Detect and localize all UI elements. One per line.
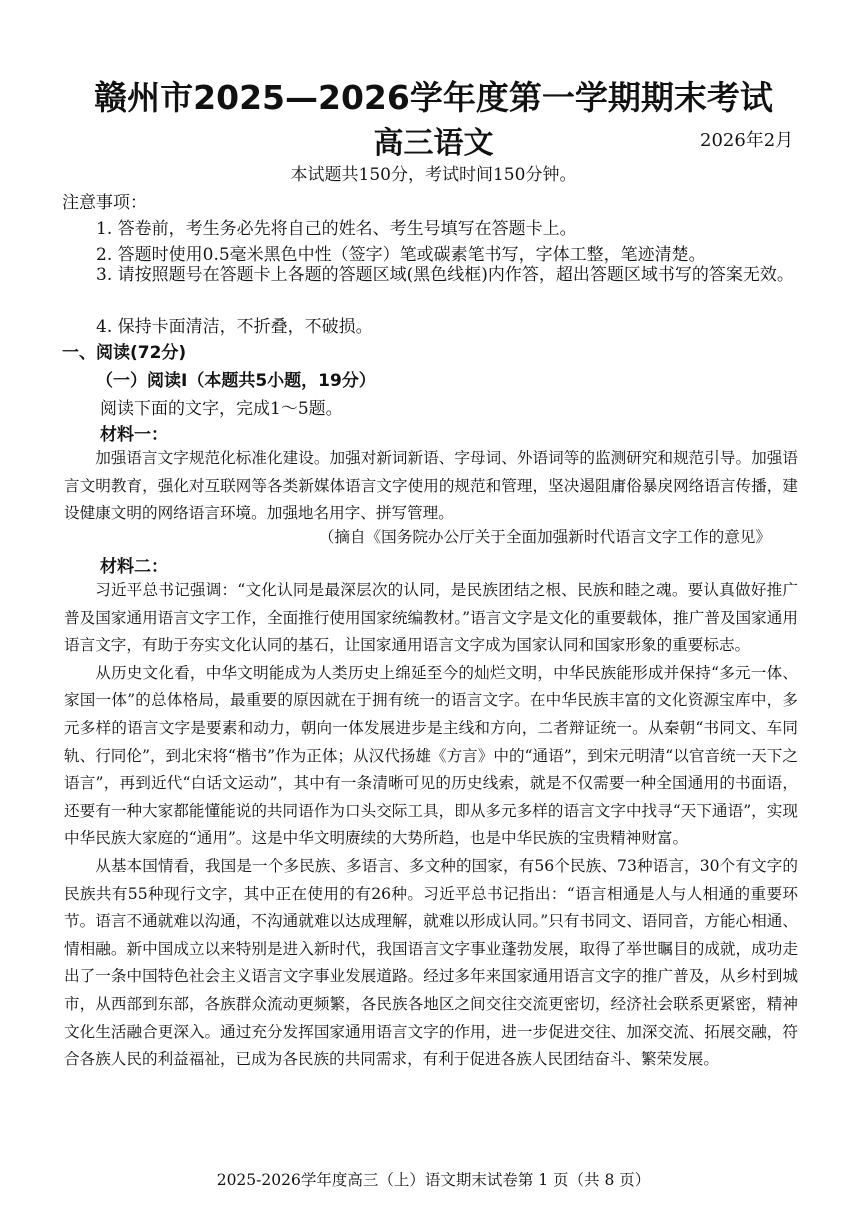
material-one-source: （摘自《国务院办公厅关于全面加强新时代语言文字工作的意见》	[318, 528, 771, 546]
material-one-body	[64, 445, 798, 528]
reading-instruction: 阅读下面的文字，完成1～5题。	[100, 399, 343, 419]
material-one-text: 加强语言文字规范化标准化建设。加强对新词新语、字母词、外语词等的监测研究和规范引导。加强语言文明教育，强化对互联网等各类新媒体语言文字使用的规范和管理，坚决遏阻庸俗暴戾网络语言传播，建设健康文明的网络语言环境。加强地名用字、拼写管理。	[64, 449, 798, 523]
material-one-label: 材料一：	[100, 425, 168, 445]
exam-date: 2026年2月	[700, 130, 794, 151]
subsection-title: （一）阅读Ⅰ（本题共5小题，19分）	[96, 371, 376, 391]
material-two-paragraph: 从历史文化看，中华文明能成为人类历史上绵延至今的灿烂文明，中华民族能形成并保持“多元一体、家国一体”的总体格局，最重要的原因就在于拥有统一的语言文字。在中华民族丰富的文化资源宝库中，多元多样的语言文字是要素和动力，朝向一体发展进步是主线和方向，二者辩证统一。从秦朝“书同文、车同轨、行同伦”，到北宋将“楷书”作为正体；从汉代扬雄《方言》中的“通语”，到宋元明清“以官音统一天下之语言”，再到近代“白话文运动”，其中有一条清晰可见的历史线索，就是不仅需要一种全国通用的书面语，还要有一种大家都能懂能说的共同语作为口头交际工具，即从多元多样的语言文字中找寻“天下通语”，实现中华民族大家庭的“通用”。这是中华文明赓续的大势所趋，也是中华民族的宝贵精神财富。	[64, 663, 798, 848]
page-footer: 2025-2026学年度高三（上）语文期末试卷第 1 页（共 8 页）	[216, 1171, 651, 1189]
material-two-paragraph: 习近平总书记强调：“文化认同是最深层次的认同，是民族团结之根、民族和睦之魂。要认真做好推广普及国家通用语言文字工作，全面推行使用国家统编教材。”语言文字是文化的重要载体，推广普及国家通用语言文字，有助于夯实文化认同的基石，让国家通用语言文字成为国家认同和国家形象的重要标志。	[64, 581, 798, 655]
note-item: 2. 答题时使用0.5毫米黑色中性（签字）笔或碳素笔书写，字体工整，笔迹清楚。	[96, 245, 706, 265]
material-two-label: 材料二：	[100, 557, 168, 577]
exam-info: 本试题共150分，考试时间150分钟。	[290, 165, 577, 185]
note-item: 3. 请按照题号在答题卡上各题的答题区域(黑色线框)内作答，超出答题区域书写的答案无效。	[96, 265, 794, 285]
note-item-wrap	[64, 262, 798, 288]
material-two-paragraph: 从基本国情看，我国是一个多民族、多语言、多文种的国家，有56个民族、73种语言，30个有文字的民族共有55种现行文字，其中正在使用的有26种。习近平总书记指出：“语言相通是人与人相通的重要环节。语言不通就难以沟通，不沟通就难以达成理解，就难以形成认同。”只有书同文、语同音，方能心相通、情相融。新中国成立以来特别是进入新时代，我国语言文字事业蓬勃发展，取得了举世瞩目的成就，成功走出了一条中国特色社会主义语言文字事业发展道路。经过多年来国家通用语言文字的推广普及，从乡村到城市，从西部到东部，各族群众流动更频繁，各民族各地区之间交往交流更密切，经济社会联系更紧密，精神文化生活融合更深入。通过充分发挥国家通用语言文字的作用，进一步促进交往、加深交流、拓展交融，符合各族人民的利益福祉，已成为各民族的共同需求，有利于促进各族人民团结奋斗、繁荣发展。	[64, 856, 798, 1069]
subject-title: 高三语文	[373, 126, 494, 161]
exam-title: 赣州市2025—2026学年度第一学期期末考试	[94, 78, 773, 117]
material-two-body	[64, 577, 798, 1074]
notes-heading: 注意事项：	[62, 193, 147, 213]
note-item: 1. 答卷前，考生务必先将自己的姓名、考生号填写在答题卡上。	[96, 219, 577, 239]
section-title: 一、阅读(72分)	[62, 343, 187, 363]
note-item: 4. 保持卡面清洁，不折叠，不破损。	[96, 317, 373, 337]
